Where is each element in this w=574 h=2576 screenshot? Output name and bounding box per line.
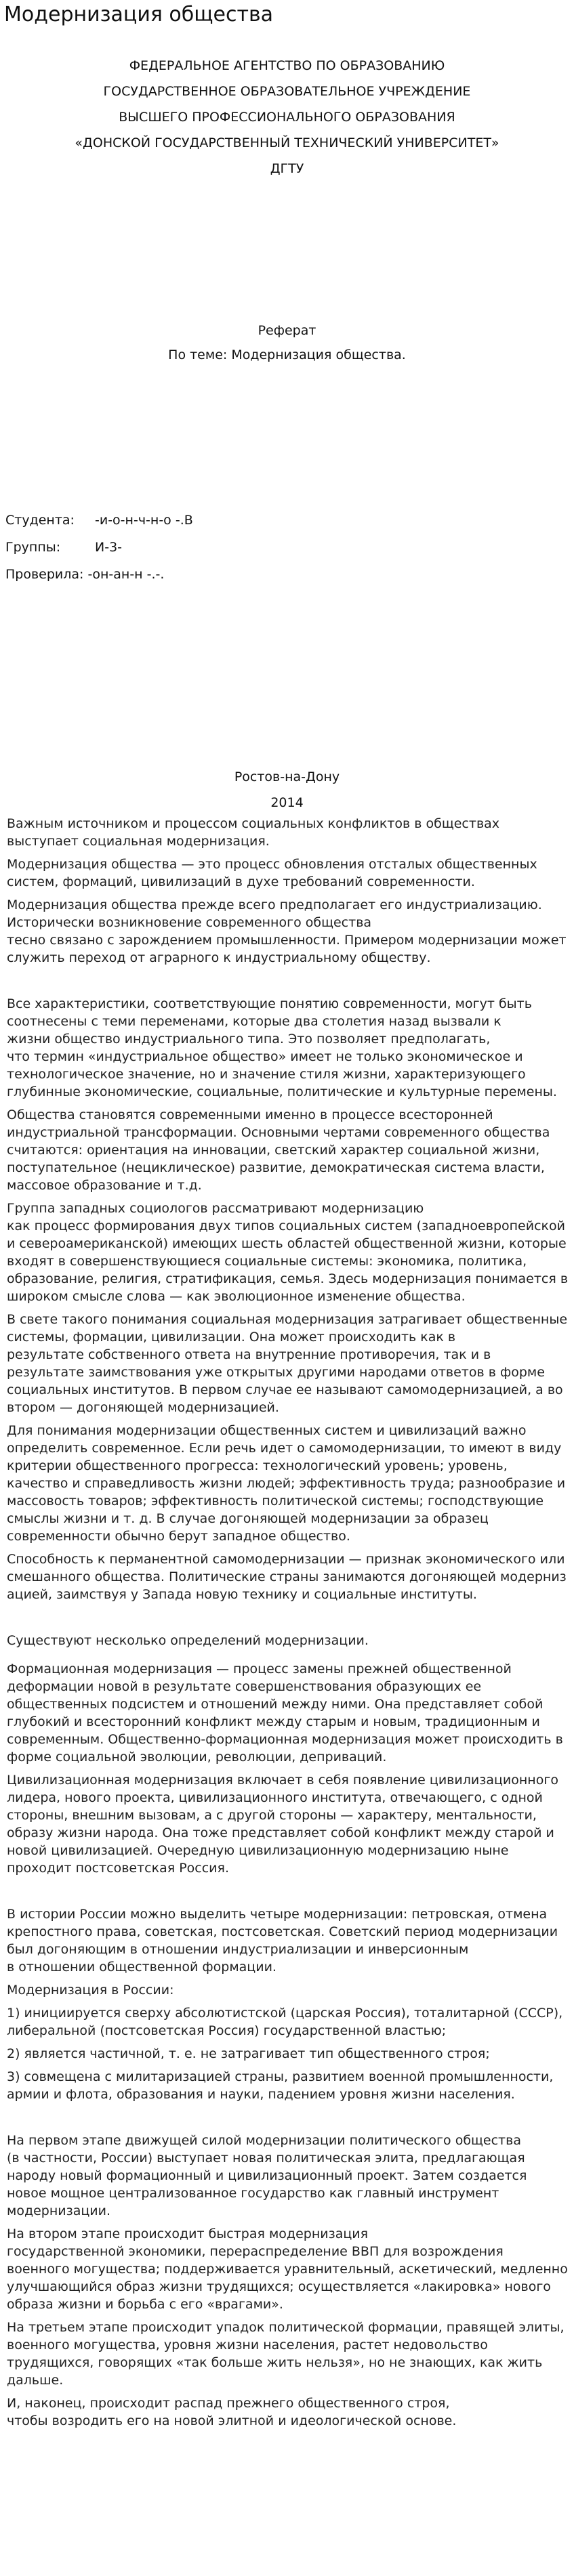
text-line: дальше. <box>7 2373 64 2388</box>
text-line: Цивилизационная модернизация включает в себя появление цивилизационного <box>7 1773 558 1788</box>
institution-header <box>0 53 574 182</box>
text-line: деформации новой в результате совершенствования образующих ее <box>7 1679 482 1694</box>
text-line: (в частности, России) выступает новая политическая элита, предлагающая <box>7 2151 525 2166</box>
text-line: военного могущества; поддерживается уравнительный, аскетический, медленно <box>7 2262 568 2277</box>
paragraph <box>7 1550 571 1603</box>
text-line: лидера, нового проекта, цивилизационного института, отвечающего, с одной <box>7 1790 543 1805</box>
text-line: государственной экономики, перераспределение ВВП для возрождения <box>7 2244 504 2259</box>
header-line: ФЕДЕРАЛЬНОЕ АГЕНТСТВО ПО ОБРАЗОВАНИЮ <box>129 58 445 73</box>
text-line: 3) совмещена с милитаризацией страны, развитием военной промышленности, <box>7 2069 554 2084</box>
student-value: -и-о-н-ч-н-о -.В <box>95 513 193 528</box>
report-heading <box>0 318 574 367</box>
text-line: глубинные экономические, социальные, политические и культурные перемены. <box>7 1084 557 1099</box>
text-line: как процесс формирования двух типов социальных систем (западноевропейской <box>7 1219 565 1233</box>
city: Ростов-на-Дону <box>234 769 340 784</box>
text-line: Модернизация общества прежде всего предполагает его индустриализацию. <box>7 898 542 912</box>
text-line: 1) инициируется сверху абсолютистской (царская Россия), тоталитарной (СССР), <box>7 2006 563 2021</box>
text-line: народу новый формационный и цивилизационный проект. Затем создается <box>7 2168 527 2183</box>
text-line: Для понимания модернизации общественных систем и цивилизаций важно <box>7 1423 527 1438</box>
text-line: образа жизни и борьба с его «врагами». <box>7 2297 283 2312</box>
text-line: современным. Общественно-формационная модернизация может происходить в <box>7 1732 563 1747</box>
text-line: был догоняющим в отношении индустриализации и инверсионным <box>7 1942 469 1957</box>
text-line: трудящихся, говорящих «так больше жить нельзя», но не знающих, как жить <box>7 2355 543 2370</box>
text-line: социальных институтов. В первом случае ее называют самомодернизацией, а во <box>7 1382 563 1397</box>
text-line: Группа западных социологов рассматривают модернизацию <box>7 1201 424 1216</box>
paragraph <box>7 2225 571 2313</box>
text-line: считаются: ориентация на инновации, светский характер социальной жизни, <box>7 1143 540 1158</box>
text-line: критерии общественного прогресса: технологический уровень; уровень, <box>7 1458 508 1473</box>
paragraph <box>7 1660 571 1766</box>
text-line: Общества становятся современными именно в процессе всесторонней <box>7 1107 493 1122</box>
paragraph <box>7 1771 571 1877</box>
text-line: На третьем этапе происходит упадок политической формации, правящей элиты, <box>7 2320 565 2335</box>
paragraph <box>7 1311 571 1416</box>
text-line: общественных подсистем и отношений между ними. Она представляет собой <box>7 1697 544 1712</box>
header-line: ДГТУ <box>270 161 304 176</box>
text-line: широком смысле слова — как эволюционное изменение общества. <box>7 1289 466 1304</box>
text-line: выступает социальная модернизация. <box>7 834 270 849</box>
year: 2014 <box>270 795 304 810</box>
student-label: Студента: <box>5 513 75 528</box>
text-line: Важным источником и процессом социальных конфликтов в обществах <box>7 816 500 831</box>
text-line: систем, формаций, цивилизаций в духе требований современности. <box>7 874 475 889</box>
text-line: результате собственного ответа на внутренние противоречия, так и в <box>7 1347 491 1362</box>
report-type: Реферат <box>258 323 316 338</box>
paragraph <box>7 896 571 967</box>
place-date <box>0 764 574 816</box>
text-line: ацией, заимствуя у Запада новую технику и социальные институты. <box>7 1587 477 1602</box>
text-line: образование, религия, стратификация, семья. Здесь модернизация понимается в <box>7 1271 569 1286</box>
paragraph <box>7 2394 571 2430</box>
text-line: служить переход от аграрного к индустриальному обществу. <box>7 950 431 965</box>
text-line: индустриальной трансформации. Основными чертами современного общества <box>7 1125 550 1140</box>
text-line: соотнесены с теми переменами, которые два столетия назад вызвали к <box>7 1014 501 1029</box>
text-line: поступательное (нециклическое) развитие, демократическая система власти, <box>7 1160 545 1175</box>
text-line: Все характеристики, соответствующие понятию современности, могут быть <box>7 996 532 1011</box>
text-line: системы, формации, цивилизации. Она может происходить как в <box>7 1330 456 1345</box>
text-line: стороны, внешним вызовам, а с другой стороны — характеру, ментальности, <box>7 1808 537 1823</box>
text-line: крепостного права, советская, постсоветская. Советский период модернизации <box>7 1924 558 1939</box>
text-line: массовость товаров; эффективность политической системы; господствующие <box>7 1494 544 1508</box>
text-line: Формационная модернизация — процесс замены прежней общественной <box>7 1662 512 1676</box>
text-line: современности обычно берут западное общество. <box>7 1529 350 1544</box>
group-value: И-3- <box>95 540 123 555</box>
text-line: Модернизация в России: <box>7 1983 174 1998</box>
text-line: армии и флота, образования и науки, падением уровня жизни населения. <box>7 2087 515 2102</box>
text-line: глубокий и всесторонний конфликт между старым и новым, традиционным и <box>7 1714 540 1729</box>
text-line: что термин «индустриальное общество» имеет не только экономическое и <box>7 1049 523 1064</box>
paragraph <box>7 1106 571 1194</box>
text-line: форме социальной эволюции, революции, деприваций. <box>7 1750 387 1765</box>
text-line: И, наконец, происходит распад прежнего общественного строя, <box>7 2396 450 2411</box>
text-line: качество и справедливость жизни людей; эффективность труда; разнообразие и <box>7 1476 566 1491</box>
list-item <box>7 2004 571 2040</box>
text-line: и североамериканской) имеющих шесть областей общественной жизни, которые <box>7 1236 567 1251</box>
list-item <box>7 2045 571 2063</box>
text-line: смешанного общества. Политические страны занимаются догоняющей модерниз <box>7 1569 567 1584</box>
text-line: чтобы возродить его на новой элитной и идеологической основе. <box>7 2413 457 2428</box>
text-line: модернизации. <box>7 2203 111 2218</box>
text-line: 2) является частичной, т. е. не затрагивает тип общественного строя; <box>7 2046 490 2061</box>
group-label: Группы: <box>5 540 61 555</box>
text-line: улучшающийся образ жизни трудящихся; осуществляется «лакировка» нового <box>7 2279 551 2294</box>
text-line: тесно связано с зарождением промышленности. Примером модернизации может <box>7 933 567 948</box>
text-line: в отношении общественной формации. <box>7 1960 276 1975</box>
text-line: Способность к перманентной самомодернизации — признак экономического или <box>7 1552 565 1567</box>
paragraph <box>7 2132 571 2220</box>
list-item <box>7 2068 571 2103</box>
student-row <box>5 507 193 534</box>
text-line: военного могущества, уровня жизни населения, растет недовольство <box>7 2338 488 2352</box>
paragraph <box>7 2319 571 2389</box>
paragraph <box>7 1422 571 1545</box>
page-title: Модернизация общества <box>4 3 274 26</box>
text-line: определить современное. Если речь идет о самомодернизации, то имеют в виду <box>7 1441 562 1456</box>
text-line: втором — догоняющей модернизацией. <box>7 1400 279 1415</box>
author-info <box>5 507 193 588</box>
paragraph <box>7 1632 571 1649</box>
text-line: Исторически возникновение современного общества <box>7 915 372 930</box>
text-line: На втором этапе происходит быстрая модернизация <box>7 2226 369 2241</box>
text-line: либеральной (постсоветская Россия) государственной властью; <box>7 2023 447 2038</box>
text-line: В свете такого понимания социальная модернизация затрагивает общественные <box>7 1312 568 1327</box>
text-line: проходит постсоветская Россия. <box>7 1861 229 1876</box>
text-line: На первом этапе движущей силой модернизации политического общества <box>7 2133 521 2148</box>
text-line: образу жизни народа. Она тоже представляет собой конфликт между старой и <box>7 1825 554 1840</box>
text-line: технологическое значение, но и значение стиля жизни, характеризующего <box>7 1067 526 1082</box>
report-topic: По теме: Модернизация общества. <box>168 347 406 362</box>
checked-row: Проверила: -он-ан-н -.-. <box>5 567 165 582</box>
text-line: результате заимствования уже открытых другими народами ответов в форме <box>7 1365 545 1380</box>
text-line: жизни общество индустриального типа. Это позволяет предполагать, <box>7 1032 491 1047</box>
text-line: входят в совершенствующиеся социальные системы: экономика, политика, <box>7 1254 527 1269</box>
text-line: Существуют несколько определений модернизации. <box>7 1633 369 1648</box>
header-line: «ДОНСКОЙ ГОСУДАРСТВЕННЫЙ ТЕХНИЧЕСКИЙ УНИВЕРСИТЕТ» <box>75 135 499 150</box>
text-line: Модернизация общества — это процесс обновления отсталых общественных <box>7 857 537 872</box>
essay-body <box>7 815 571 2430</box>
text-line: массовое образование и т.д. <box>7 1178 202 1193</box>
text-line: смыслы жизни и т. д. В случае догоняющей модернизации за образец <box>7 1511 489 1526</box>
paragraph <box>7 815 571 850</box>
text-line: новой цивилизацией. Очередную цивилизационную модернизацию ныне <box>7 1843 509 1858</box>
paragraph <box>7 1200 571 1305</box>
header-line: ВЫСШЕГО ПРОФЕССИОНАЛЬНОГО ОБРАЗОВАНИЯ <box>119 110 455 125</box>
text-line: В истории России можно выделить четыре модернизации: петровская, отмена <box>7 1907 548 1922</box>
header-line: ГОСУДАРСТВЕННОЕ ОБРАЗОВАТЕЛЬНОЕ УЧРЕЖДЕНИЕ <box>103 84 471 99</box>
paragraph <box>7 856 571 891</box>
group-row <box>5 534 193 561</box>
paragraph <box>7 1981 571 1999</box>
paragraph <box>7 1905 571 1976</box>
paragraph <box>7 995 571 1101</box>
text-line: новое мощное централизованное государство как главный инструмент <box>7 2186 499 2201</box>
